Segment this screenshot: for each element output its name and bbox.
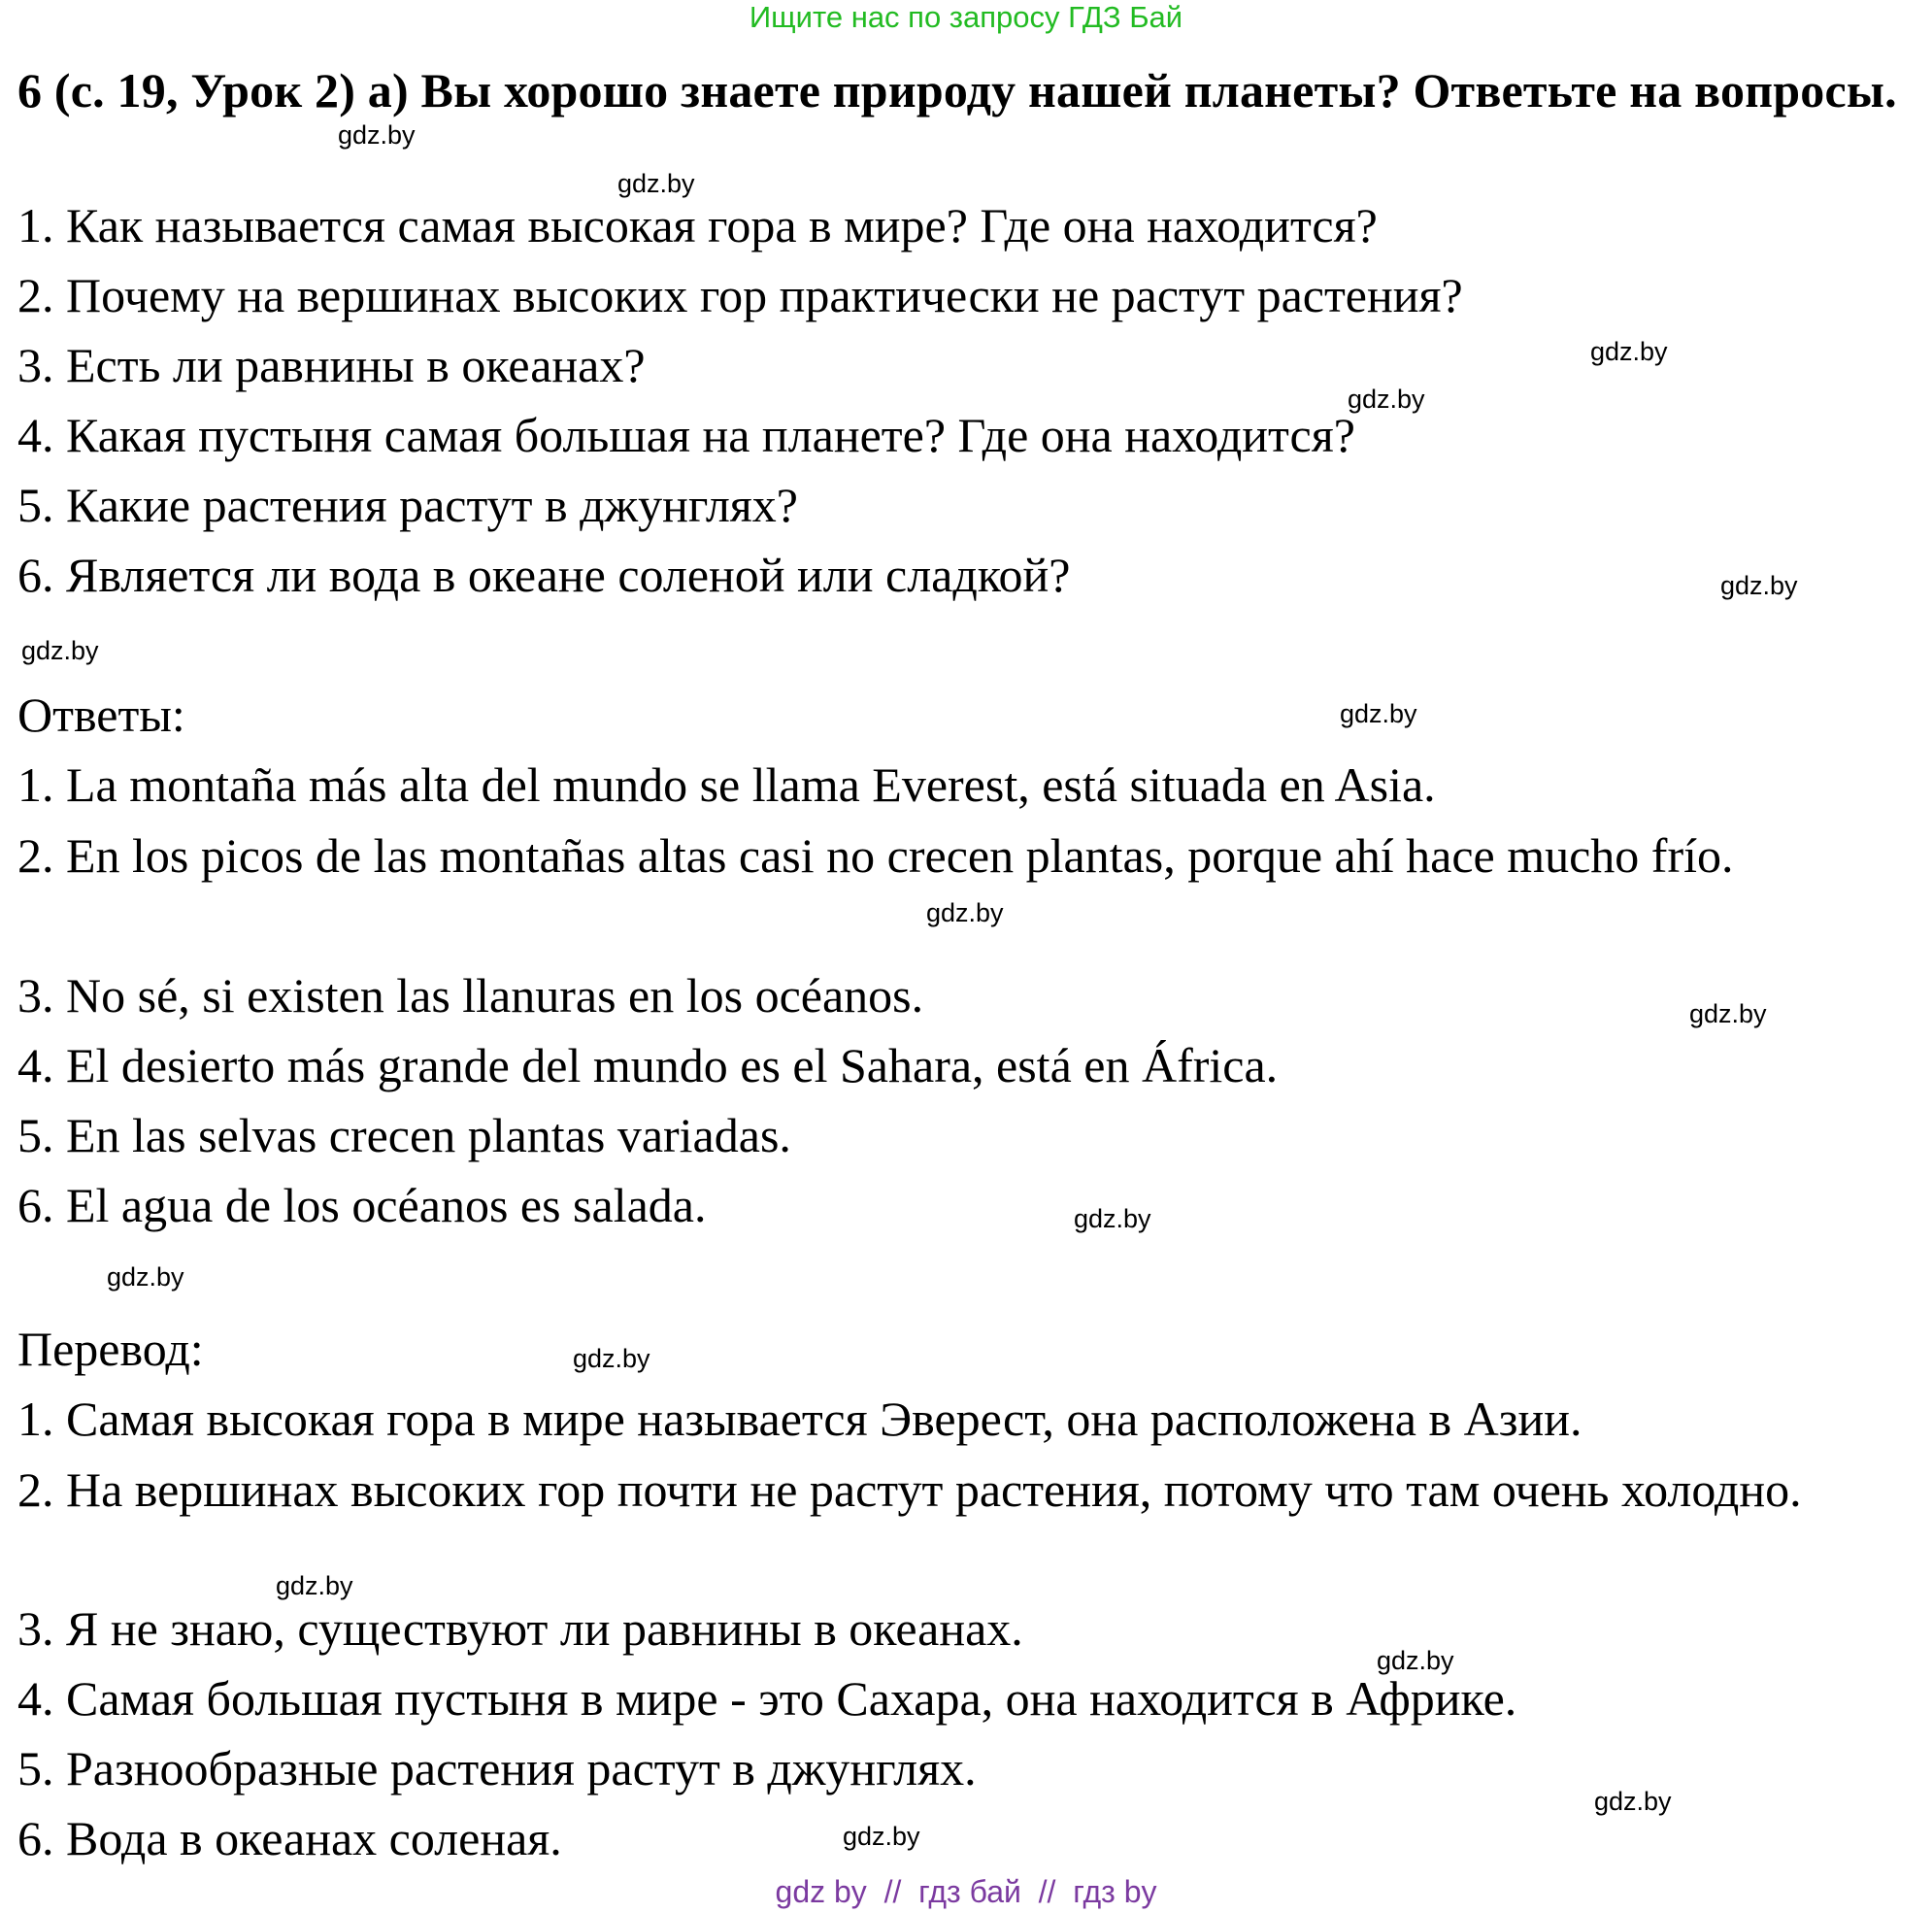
question-6: 6. Является ли вода в океане соленой или сладкой?	[17, 548, 1071, 602]
watermark: gdz.by	[1074, 1204, 1151, 1233]
watermark: gdz.by	[1348, 385, 1425, 414]
top-banner: Ищите нас по запросу ГДЗ Бай	[749, 0, 1183, 34]
watermark: gdz.by	[1720, 571, 1798, 600]
watermark: gdz.by	[926, 898, 1004, 927]
watermark: gdz.by	[1340, 699, 1417, 728]
translation-2: 2. На вершинах высоких гор почти не растут растения, потому что там очень холодно.	[17, 1462, 1802, 1517]
answers-heading: Ответы:	[17, 688, 185, 742]
question-4: 4. Какая пустыня самая большая на планете? Где она находится?	[17, 408, 1355, 462]
watermark: gdz.by	[1377, 1646, 1454, 1675]
question-5: 5. Какие растения растут в джунглях?	[17, 478, 798, 532]
watermark: gdz.by	[107, 1262, 184, 1292]
answer-5: 5. En las selvas crecen plantas variadas.	[17, 1108, 791, 1162]
translation-6: 6. Вода в океанах соленая.	[17, 1811, 562, 1865]
watermark: gdz.by	[1590, 337, 1668, 366]
watermark: gdz.by	[617, 169, 695, 198]
question-3: 3. Есть ли равнины в океанах?	[17, 338, 646, 392]
watermark: gdz.by	[843, 1822, 920, 1851]
translation-1: 1. Самая высокая гора в мире называется Эверест, она расположена в Азии.	[17, 1392, 1582, 1446]
translation-4: 4. Самая большая пустыня в мире - это Сахара, она находится в Африке.	[17, 1671, 1517, 1726]
watermark: gdz.by	[276, 1571, 353, 1600]
translation-5: 5. Разнообразные растения растут в джунглях.	[17, 1741, 977, 1796]
footer: gdz by // гдз бай // гдз by	[775, 1874, 1157, 1909]
question-2: 2. Почему на вершинах высоких гор практически не растут растения?	[17, 268, 1463, 322]
task-title: 6 (с. 19, Урок 2) а) Вы хорошо знаете природу нашей планеты? Ответьте на вопросы.	[17, 63, 1897, 117]
answer-3: 3. No sé, si existen las llanuras en los océanos.	[17, 968, 924, 1023]
watermark: gdz.by	[21, 636, 99, 665]
watermark: gdz.by	[338, 120, 416, 150]
answer-1: 1. La montaña más alta del mundo se llama Everest, está situada en Asia.	[17, 757, 1436, 812]
translation-3: 3. Я не знаю, существуют ли равнины в океанах.	[17, 1601, 1023, 1656]
question-1: 1. Как называется самая высокая гора в мире? Где она находится?	[17, 198, 1378, 252]
answer-4: 4. El desierto más grande del mundo es el Sahara, está en África.	[17, 1038, 1279, 1092]
answer-6: 6. El agua de los océanos es salada.	[17, 1178, 707, 1232]
translation-heading: Перевод:	[17, 1322, 204, 1376]
watermark: gdz.by	[573, 1344, 650, 1373]
answer-2: 2. En los picos de las montañas altas casi no crecen plantas, porque ahí hace mucho frío.	[17, 828, 1734, 883]
watermark: gdz.by	[1594, 1787, 1672, 1816]
watermark: gdz.by	[1689, 999, 1767, 1028]
